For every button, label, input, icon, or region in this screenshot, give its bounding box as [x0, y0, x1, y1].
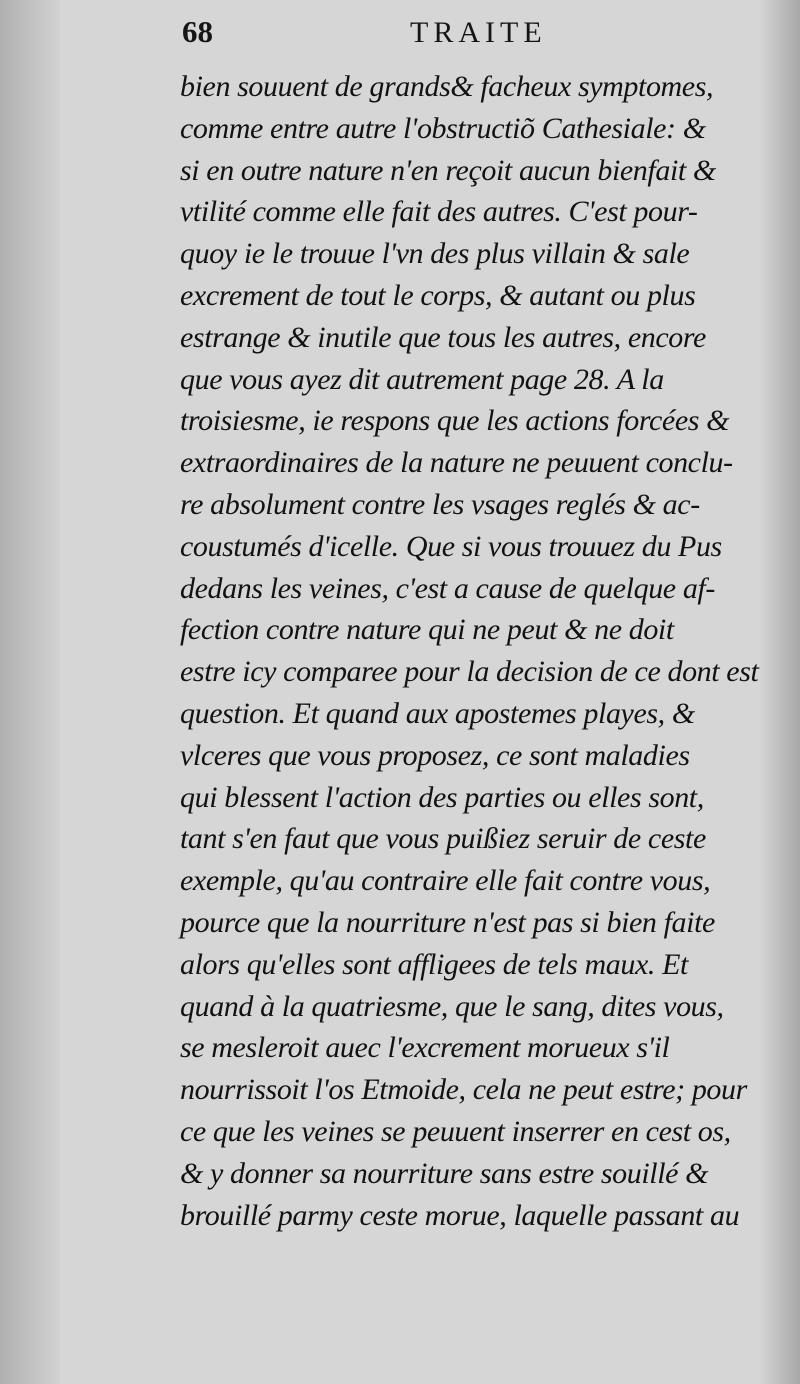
running-head: TRAITE [410, 16, 547, 49]
text-line: & y donner sa nourriture sans estre souillé & [180, 1156, 709, 1190]
text-line: bien souuent de grands& facheux symptomes, [180, 70, 714, 103]
text-line: si en outre nature n'en reçoit aucun bienfait & [180, 153, 716, 187]
text-line: brouillé parmy ceste morue, laquelle passant au [180, 1198, 740, 1232]
text-line: alors qu'elles sont affligees de tels maux. Et [180, 947, 688, 981]
text-line: ce que les veines se peuuent inserrer en cest os, [180, 1114, 731, 1148]
text-line: vlceres que vous proposez, ce sont maladies [180, 738, 690, 772]
gutter-shadow [0, 0, 60, 1384]
text-line: nourrissoit l'os Etmoide, cela ne peut estre; pour [180, 1073, 747, 1107]
text-line: fection contre nature qui ne peut & ne doit [180, 613, 674, 647]
text-line: coustumés d'icelle. Que si vous trouuez du Pus [180, 529, 722, 563]
text-line: exemple, qu'au contraire elle fait contre vous, [180, 864, 711, 898]
text-line: question. Et quand aux apostemes playes, & [180, 696, 695, 730]
text-line: comme entre autre l'obstructiõ Cathesiale: & [180, 111, 706, 145]
page-edge-shadow [760, 0, 800, 1384]
text-line: qui blessent l'action des parties ou elles sont, [180, 780, 704, 814]
text-line: tant s'en faut que vous puißiez seruir de ceste [180, 822, 706, 856]
text-line: que vous ayez dit autrement page 28. A la [180, 362, 664, 396]
text-line: quoy ie le trouue l'vn des plus villain & sale [180, 237, 690, 271]
text-line: troisiesme, ie respons que les actions forcées & [180, 404, 730, 438]
text-line: quand à la quatriesme, que le sang, dites vous, [180, 989, 724, 1023]
text-line: excrement de tout le corps, & autant ou plus [180, 278, 696, 312]
text-line: estre icy comparee pour la decision de ce dont est [180, 655, 759, 689]
text-line: estrange & inutile que tous les autres, encore [180, 320, 706, 354]
text-line: dedans les veines, c'est a cause de quelque af- [180, 571, 715, 605]
text-line: se mesleroit auec l'excrement morueux s'il [180, 1031, 670, 1065]
text-line: re absolument contre les vsages reglés & ac- [180, 487, 700, 521]
text-line: vtilité comme elle fait des autres. C'est pour- [180, 195, 698, 229]
page-number: 68 [182, 14, 213, 49]
body-text [180, 66, 764, 1236]
text-line: pource que la nourriture n'est pas si bien faite [180, 905, 715, 939]
text-line: extraordinaires de la nature ne peuuent conclu- [180, 446, 733, 480]
